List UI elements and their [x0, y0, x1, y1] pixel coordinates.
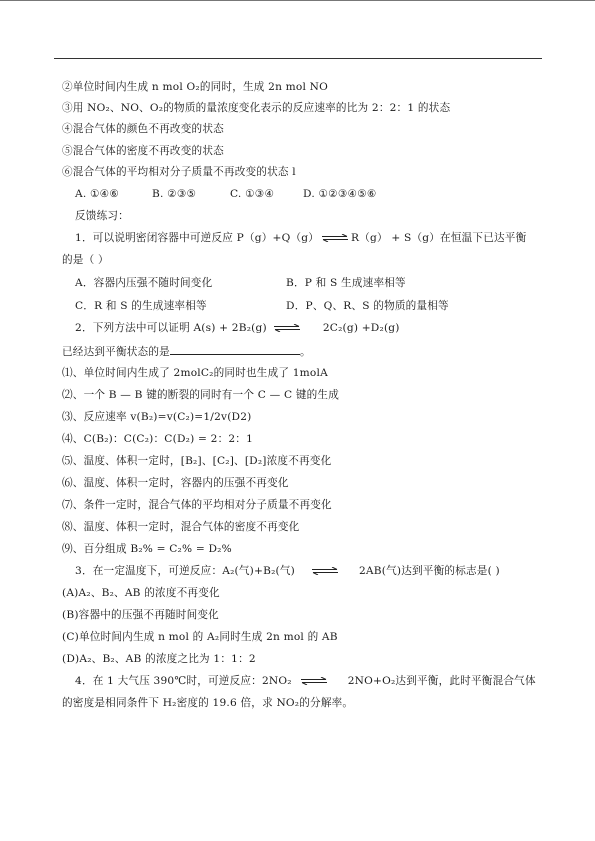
q2-item-8: ⑻、温度、体积一定时，混合气体的密度不再变化 — [62, 521, 300, 533]
q1-option-c: C．R 和 S 的生成速率相等 — [75, 300, 207, 312]
q3-option-d: (D)A₂、B₂、AB 的浓度之比为 1：1：2 — [62, 653, 256, 665]
q3-option-b: (B)容器中的压强不再随时间变化 — [62, 609, 219, 621]
q2-stem-a: 2．下列方法中可以证明 A(s) + 2B₂(g) — [75, 322, 267, 334]
q2-item-4: ⑷、C(B₂)：C(C₂)：C(D₂) = 2：2：1 — [62, 433, 254, 445]
q2-stem-c-line — [62, 344, 311, 359]
q2-stem-end: 。 — [299, 346, 311, 358]
q3-stem-b: 2AB(气)达到平衡的标志是( ) — [358, 565, 500, 577]
q2-item-1: ⑴、单位时间内生成了 2molC₂的同时也生成了 1molA — [62, 367, 328, 379]
q3-stem — [75, 564, 500, 578]
q2-item-9: ⑼、百分组成 B₂% = C₂% = D₂% — [62, 543, 232, 555]
q3-stem-a: 3．在一定温度下，可逆反应：A₂(气)+B₂(气) — [75, 565, 295, 577]
condition-6: ⑥混合气体的平均相对分子质量不再改变的状态 l — [62, 166, 296, 178]
q2-stem — [75, 321, 400, 335]
equilibrium-arrow-icon — [311, 567, 339, 575]
choice-a: A. ①④⑥ — [75, 188, 120, 200]
q2-item-3: ⑶、反应速率 v(B₂)=v(C₂)=1/2v(D2) — [62, 411, 252, 423]
q3-option-c: (C)单位时间内生成 n mol 的 A₂同时生成 2n mol 的 AB — [62, 631, 338, 643]
q1-stem-b: R（g） + S（g）在恒温下已达平衡 — [351, 232, 527, 244]
q1-option-d: D．P、Q、R、S 的物质的量相等 — [286, 300, 449, 312]
q4-stem-a: 4．在 1 大气压 390℃时，可逆反应：2NO₂ — [75, 675, 292, 687]
q2-item-5: ⑸、温度、体积一定时，[B₂]、[C₂]、[D₂]浓度不再变化 — [62, 455, 332, 467]
q4-stem-b: 2NO+O₂达到平衡，此时平衡混合气体 — [347, 675, 536, 687]
q2-stem-c: 已经达到平衡状态的是 — [62, 346, 170, 358]
feedback-title: 反馈练习： — [75, 210, 129, 222]
condition-2: ②单位时间内生成 n mol O₂的同时，生成 2n mol NO — [62, 81, 329, 93]
equilibrium-arrow-icon — [300, 677, 328, 685]
condition-4: ④混合气体的颜色不再改变的状态 — [62, 123, 224, 135]
choice-b: B. ②③⑤ — [152, 188, 197, 200]
q1-stem-a: 1．可以说明密闭容器中可逆反应 P（g）+Q（g） — [75, 232, 320, 244]
q1-option-a: A．容器内压强不随时间变化 — [75, 277, 213, 289]
q2-item-7: ⑺、条件一定时，混合气体的平均相对分子质量不再变化 — [62, 499, 332, 511]
choice-d: D. ①②③④⑤⑥ — [303, 188, 377, 200]
q4-stem-c: 的密度是相同条件下 H₂密度的 19.6 倍，求 NO₂的分解率。 — [62, 697, 354, 709]
equilibrium-arrow-icon — [321, 234, 349, 242]
equilibrium-arrow-icon — [273, 324, 301, 332]
q3-option-a: (A)A₂、B₂、AB 的浓度不再变化 — [62, 587, 220, 599]
q2-stem-b: 2C₂(g) +D₂(g) — [322, 322, 400, 334]
q1-stem-c: 的是（ ） — [62, 254, 109, 266]
q1-option-b: B．P 和 S 生成速率相等 — [286, 277, 406, 289]
answer-blank — [170, 344, 300, 355]
q2-item-2: ⑵、一个 B — B 键的断裂的同时有一个 C — C 键的生成 — [62, 389, 339, 401]
q2-item-6: ⑹、温度、体积一定时，容器内的压强不再变化 — [62, 477, 289, 489]
q1-stem — [75, 231, 526, 245]
q4-stem — [75, 674, 536, 688]
choice-c: C. ①③④ — [230, 188, 275, 200]
condition-5: ⑤混合气体的密度不再改变的状态 — [62, 145, 224, 157]
condition-3: ③用 NO₂、NO、O₂的物质的量浓度变化表示的反应速率的比为 2：2：1 的状态 — [62, 102, 451, 114]
